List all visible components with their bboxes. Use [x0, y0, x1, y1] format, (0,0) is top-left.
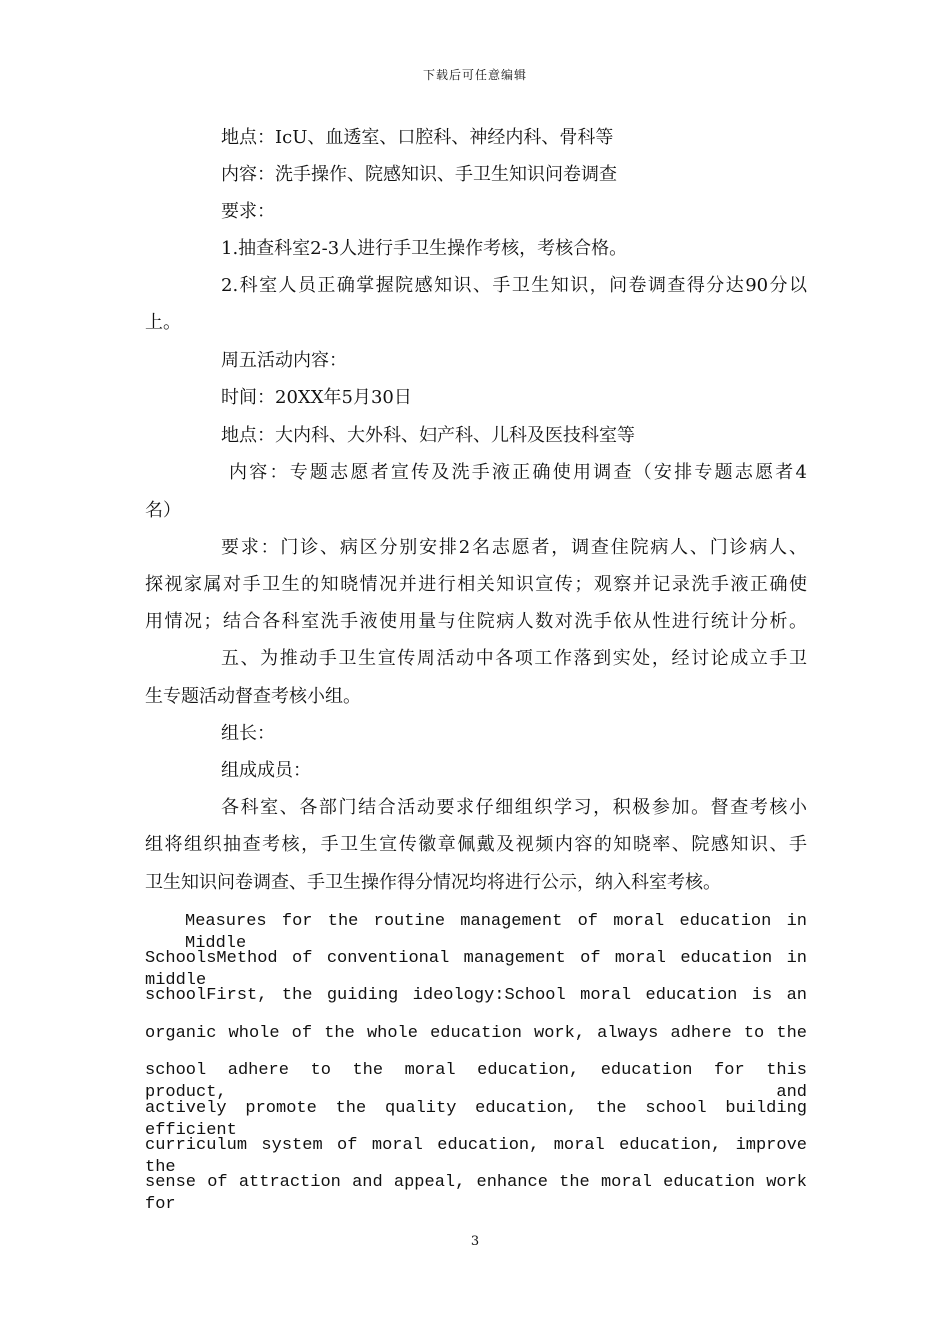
- text-line: 要求：门诊、病区分别安排2名志愿者，调查住院病人、门诊病人、: [221, 537, 807, 558]
- text-line: 周五活动内容：: [221, 350, 347, 371]
- text-line: 地点：大内科、大外科、妇产科、儿科及医技科室等: [221, 425, 635, 446]
- text-line: schoolFirst, the guiding ideology:School moral education is an: [145, 986, 807, 1005]
- text-line: school adhere to the moral education, education for this product, and: [145, 1061, 807, 1102]
- text-line: 五、为推动手卫生宣传周活动中各项工作落到实处，经讨论成立手卫: [221, 648, 807, 669]
- text-line: 内容：专题志愿者宣传及洗手液正确使用调查（安排专题志愿者4: [229, 462, 807, 483]
- text-line: 时间：20XX年5月30日: [221, 387, 412, 408]
- text-line: 地点：IcU、血透室、口腔科、神经内科、骨科等: [221, 127, 614, 148]
- text-line: 名）: [145, 500, 181, 521]
- page-header: 下载后可任意编辑: [422, 68, 527, 82]
- text-line: 组长：: [221, 723, 275, 744]
- page-number: 3: [470, 1234, 480, 1249]
- text-line: sense of attraction and appeal, enhance the moral education work for: [145, 1173, 807, 1214]
- text-line: 用情况；结合各科室洗手液使用量与住院病人数对洗手依从性进行统计分析。: [145, 611, 807, 632]
- text-line: SchoolsMethod of conventional management of moral education in middle: [145, 949, 807, 990]
- text-line: 2.科室人员正确掌握院感知识、手卫生知识，问卷调查得分达90分以: [221, 275, 807, 296]
- text-line: 生专题活动督查考核小组。: [145, 686, 361, 707]
- text-line: 组成成员：: [221, 760, 311, 781]
- text-line: 组将组织抽查考核，手卫生宣传徽章佩戴及视频内容的知晓率、院感知识、手: [145, 834, 807, 855]
- text-line: organic whole of the whole education work, always adhere to the: [145, 1024, 807, 1043]
- text-line: curriculum system of moral education, moral education, improve the: [145, 1136, 807, 1177]
- text-line: 探视家属对手卫生的知晓情况并进行相关知识宣传；观察并记录洗手液正确使: [145, 574, 807, 595]
- text-line: 卫生知识问卷调查、手卫生操作得分情况均将进行公示，纳入科室考核。: [145, 872, 721, 893]
- text-line: 要求：: [221, 201, 275, 222]
- text-line: 内容：洗手操作、院感知识、手卫生知识问卷调查: [221, 164, 617, 185]
- text-line: actively promote the quality education, the school building efficient: [145, 1099, 807, 1140]
- text-line: 1.抽查科室2-3人进行手卫生操作考核，考核合格。: [221, 238, 628, 259]
- text-line: 上。: [145, 312, 181, 333]
- text-line: Measures for the routine management of moral education in Middle: [185, 912, 807, 953]
- text-line: 各科室、各部门结合活动要求仔细组织学习，积极参加。督查考核小: [221, 797, 807, 818]
